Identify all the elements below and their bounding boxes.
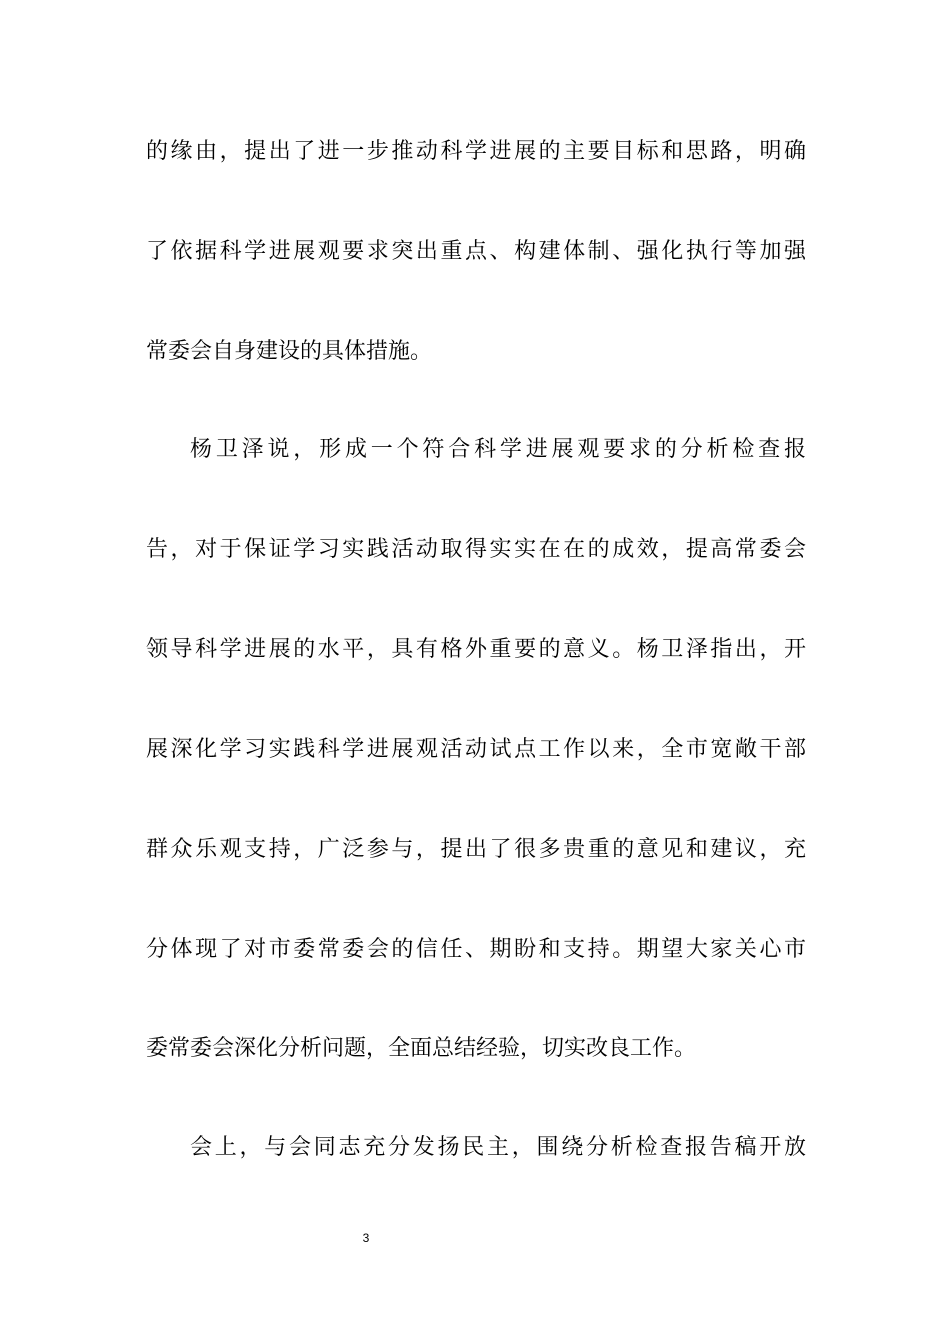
page-number: 3 — [362, 1231, 370, 1245]
paragraph-line: 杨卫泽说，形成一个符合科学进展观要求的分析检查报 — [190, 437, 806, 462]
paragraph-line: 分体现了对市委常委会的信任、期盼和支持。期望大家关心市 — [146, 937, 806, 962]
paragraph-line: 委常委会深化分析问题，全面总结经验，切实改良工作。 — [146, 1036, 697, 1061]
paragraph-line: 了依据科学进展观要求突出重点、构建体制、强化执行等加强 — [146, 239, 806, 264]
paragraph-line: 领导科学进展的水平，具有格外重要的意义。杨卫泽指出，开 — [146, 637, 806, 662]
paragraph-line: 告，对于保证学习实践活动取得实实在在的成效，提高常委会 — [146, 537, 806, 562]
paragraph-line: 群众乐观支持，广泛参与，提出了很多贵重的意见和建议，充 — [146, 837, 806, 862]
paragraph-line: 会上，与会同志充分发扬民主，围绕分析检查报告稿开放 — [190, 1135, 806, 1160]
paragraph-line: 的缘由，提出了进一步推动科学进展的主要目标和思路，明确 — [146, 139, 806, 164]
paragraph-line: 常委会自身建设的具体措施。 — [146, 339, 433, 364]
paragraph-line: 展深化学习实践科学进展观活动试点工作以来，全市宽敞干部 — [146, 737, 806, 762]
